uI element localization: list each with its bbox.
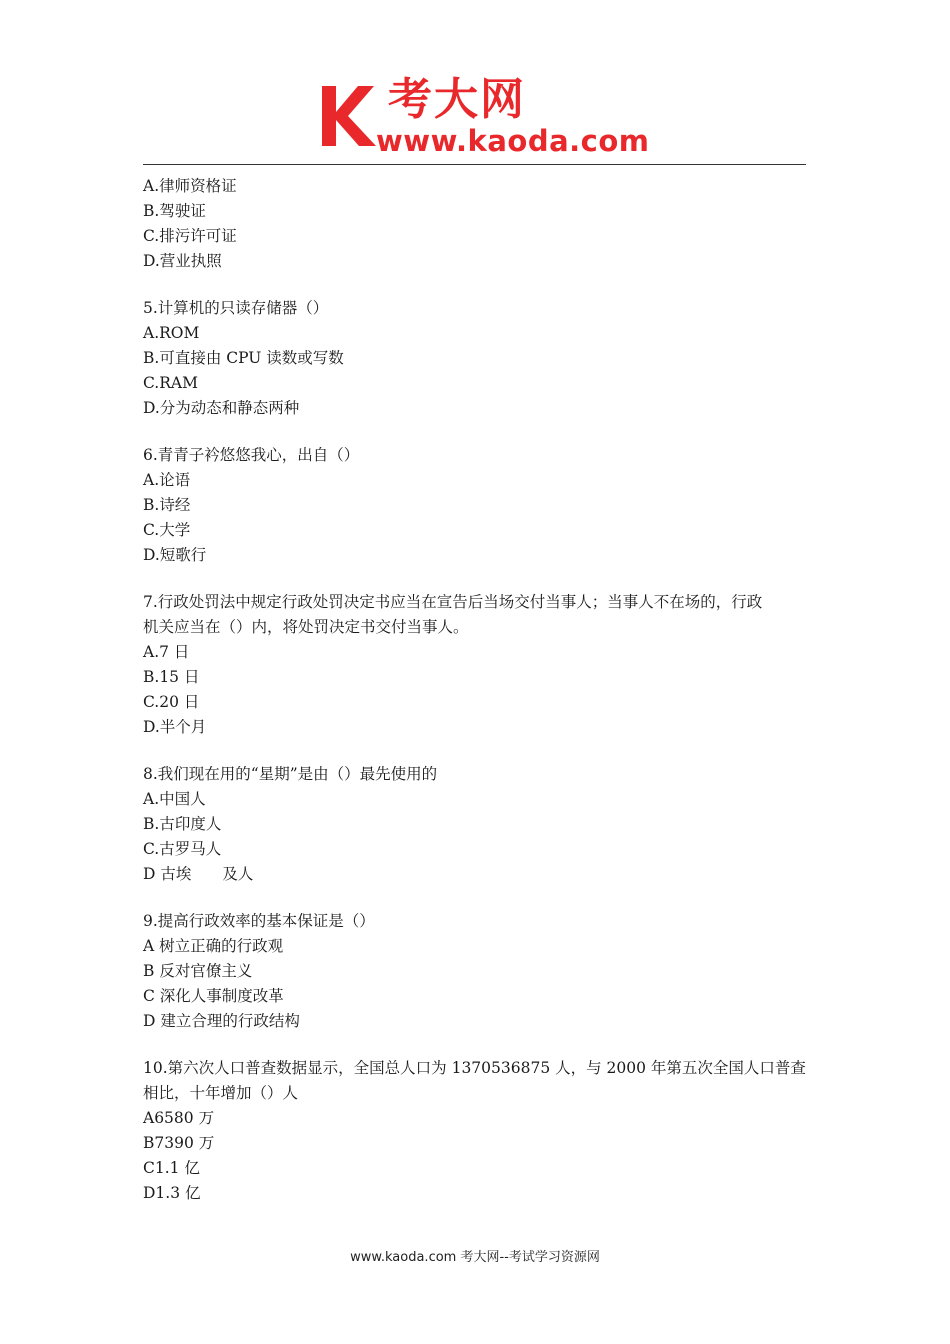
page-footer: www.kaoda.com 考大网--考试学习资源网	[350, 1250, 600, 1265]
option: B.古印度人	[143, 815, 222, 833]
question-5	[143, 296, 811, 421]
option: C.排污许可证	[143, 227, 237, 245]
option: B7390 万	[143, 1134, 215, 1152]
question-stem: 7.行政处罚法中规定行政处罚决定书应当在宣告后当场交付当事人；当事人不在场的，行政	[143, 593, 763, 611]
option: B.可直接由 CPU 读数或写数	[143, 349, 344, 367]
kaoda-logo	[318, 74, 650, 160]
logo-chinese-name: 考大网	[388, 74, 526, 125]
question-8	[143, 762, 811, 887]
option: A.律师资格证	[143, 177, 237, 195]
option: A.中国人	[143, 790, 206, 808]
k-logo-icon	[318, 82, 380, 150]
option: B.诗经	[143, 496, 191, 514]
option: C.20 日	[143, 693, 200, 711]
option: D.营业执照	[143, 252, 222, 270]
question-stem: 5.计算机的只读存储器（）	[143, 299, 329, 317]
option: D 建立合理的行政结构	[143, 1012, 300, 1030]
option: D.分为动态和静态两种	[143, 399, 300, 417]
option: A.7 日	[143, 643, 190, 661]
option: A.ROM	[143, 324, 200, 342]
question-10	[143, 1056, 811, 1206]
option: B 反对官僚主义	[143, 962, 253, 980]
question-stem: 10.第六次人口普查数据显示，全国总人口为 1370536875 人，与 2000 年第五次全国人口普查	[143, 1059, 806, 1077]
question-stem: 机关应当在（）内，将处罚决定书交付当事人。	[143, 618, 469, 636]
option: C1.1 亿	[143, 1159, 200, 1177]
question-content	[143, 174, 811, 1206]
option: A 树立正确的行政观	[143, 937, 284, 955]
header-divider	[143, 164, 806, 165]
question-stem: 6.青青子衿悠悠我心，出自（）	[143, 446, 360, 464]
option: B.15 日	[143, 668, 200, 686]
question-6	[143, 443, 811, 568]
option: A.论语	[143, 471, 191, 489]
question-9	[143, 909, 811, 1034]
question-stem: 8.我们现在用的“星期”是由（）最先使用的	[143, 765, 438, 783]
option: A6580 万	[143, 1109, 215, 1127]
option: D 古埃 及人	[143, 865, 254, 883]
logo-url: www.kaoda.com	[376, 124, 650, 158]
question-7	[143, 590, 811, 740]
option: D.半个月	[143, 718, 207, 736]
previous-question-options	[143, 174, 811, 274]
option: C.RAM	[143, 374, 198, 392]
option: B.驾驶证	[143, 202, 206, 220]
option: C.古罗马人	[143, 840, 222, 858]
option: C.大学	[143, 521, 191, 539]
option: D1.3 亿	[143, 1184, 201, 1202]
question-stem: 相比，十年增加（）人	[143, 1084, 299, 1102]
question-stem: 9.提高行政效率的基本保证是（）	[143, 912, 375, 930]
option: D.短歌行	[143, 546, 207, 564]
option: C 深化人事制度改革	[143, 987, 284, 1005]
